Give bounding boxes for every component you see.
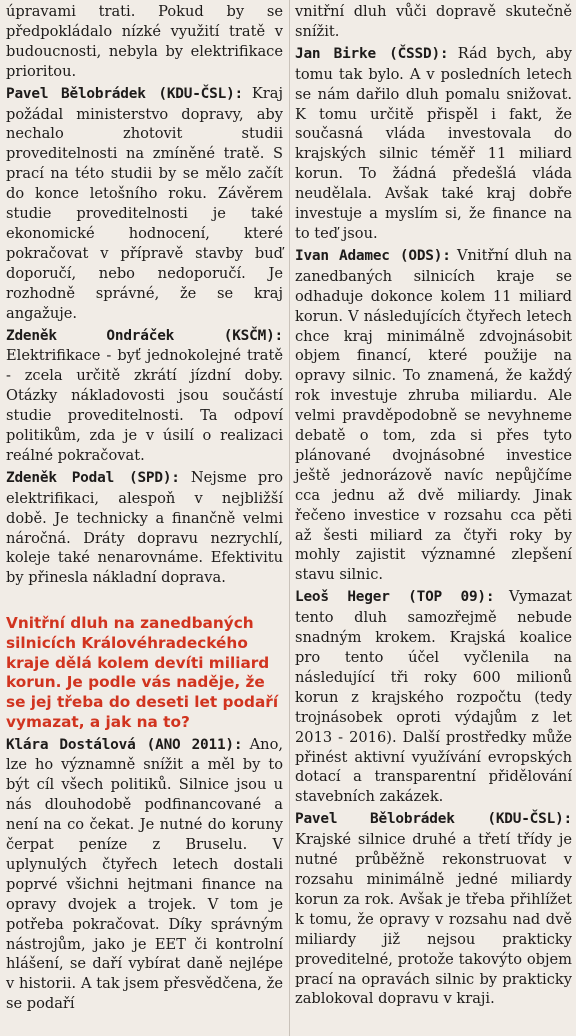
paragraph-continuation: [6, 2, 283, 82]
paragraph-text: Vymazat tento dluh samozřejmě nebude snadným krokem. Krajská koalice pro tento účel vyčlenila na následující tři roky 600 milionů korun z krajského rozpočtu (tedy trojnásobek oproti výdajům z let 2013 - 2016). Další prostředky může přinést aktivní využívání evropských dotací a transparentní přidělování stavebních zakázek.: [295, 588, 573, 806]
paragraph-answer: [6, 326, 283, 466]
paragraph-answer: [6, 735, 283, 1015]
speaker-name: Klára Dostálová (ANO 2011):: [6, 736, 243, 753]
paragraph-answer: [295, 44, 572, 244]
paragraph-text: vnitřní dluh vůči dopravě skutečně snížit.: [295, 3, 572, 40]
left-column: [6, 2, 283, 1036]
column-divider: [289, 0, 290, 1036]
paragraph-text: Elektrifikace - byť jednokolejné tratě - zcela určitě zkrátí jízdní doby. Otázky nákladovosti jsou součástí studie proveditelnosti. Ta odpoví politikům, zda je v úsilí o realizaci reálné pokračovat.: [6, 347, 283, 464]
speaker-name: Pavel Bělobrádek (KDU-ČSL):: [6, 85, 244, 102]
speaker-name: Ivan Adamec (ODS):: [295, 247, 451, 264]
speaker-name: Zdeněk Ondráček (KSČM):: [6, 327, 283, 344]
speaker-name: Zdeněk Podal (SPD):: [6, 469, 180, 486]
paragraph-continuation: [295, 2, 572, 42]
speaker-name: Leoš Heger (TOP 09):: [295, 589, 495, 606]
paragraph-answer: [295, 587, 572, 807]
paragraph-text: Kraj požádal ministerstvo dopravy, aby nechalo zhotovit studii proveditelnosti na zmíněné tratě. S prací na této studii by se mělo začít do konce letošního roku. Závěrem studie proveditelnosti je také ekonomické hodnocení, které pokračovat v přípravě stavby buď doporučí, nebo nedoporučí. Je rozhodně správné, že se kraj angažuje.: [6, 84, 284, 322]
paragraph-text: úpravami trati. Pokud by se předpokládalo nízké využití tratě v budoucnosti, nebyla by elektrifikace prioritou.: [6, 3, 283, 80]
paragraph-text: Krajské silnice druhé a třetí třídy je nutné průběžně rekonstruovat v rozsahu minimálně jedné miliardy korun za rok. Avšak je třeba přihlížet k tomu, že opravy v rozsahu nad dvě miliardy již nejsou prakticky proveditelné, protože takovýto objem prací na opravách silnic by prakticky zablokoval dopravu v kraji.: [295, 831, 572, 1008]
paragraph-answer: [6, 84, 283, 324]
paragraph-answer: [295, 246, 572, 585]
question-heading: Vnitřní dluh na zanedbaných silnicích Královéhradeckého kraje dělá kolem devíti miliard korun. Je podle vás naděje, že se jej třeba do deseti let podaří vymazat, a jak na to?: [6, 614, 279, 731]
paragraph-answer: [295, 809, 572, 1009]
paragraph-answer: [6, 468, 283, 588]
paragraph-text: Nejsme pro elektrifikaci, alespoň v nejbližší době. Je technicky a finančně velmi náročná. Dráty dopravu nezrychlí, koleje také nenarovnáme. Efektivitu by přinesla nákladní doprava.: [6, 468, 284, 587]
speaker-name: Jan Birke (ČSSD):: [295, 45, 449, 62]
right-column: [295, 2, 572, 1036]
paragraph-text: Ano, lze ho významně snížit a měl by to být cíl všech politiků. Silnice jsou u nás dlouhodobě podfinancované a není na co čekat. Je nutné do koruny čerpat peníze z Bruselu. V uplynulých čtyřech letech dostali poprvé všichni hejtmani finance na opravy dvojek a trojek. V tom je potřeba pokračovat. Díky správným nástrojům, jako je EET či kontrolní hlášení, se daří vybírat daně nejlépe v historii. A tak jsem přesvědčena, že se podaří: [6, 735, 284, 1013]
paragraph-text: Rád bych, aby tomu tak bylo. A v posledních letech se nám dařilo dluh pomalu snižovat. K tomu určitě přispěl i fakt, že současná vláda investovala do krajských silnic téměř 11 miliard korun. To žádná předešlá vláda neudělala. Avšak také kraj dobře investuje a myslím si, že finance na to teď jsou.: [295, 44, 573, 242]
speaker-name: Pavel Bělobrádek (KDU-ČSL):: [295, 811, 572, 828]
paragraph-text: Vnitřní dluh na zanedbaných silnicích kraje se odhaduje dokonce kolem 11 miliard korun. V následujících čtyřech letech chce kraj minimálně zdvojnásobit objem financí, které použije na opravy silnic. To znamená, že každý rok investuje zhruba miliardu. Ale velmi pravděpodobně se nevyhneme debatě o tom, zda si přes tyto plánované dvojnásobné investice ještě jednorázově navíc nepůjčíme cca jednu až dvě miliardy. Jinak řečeno investice v rozsahu cca pěti až šesti miliard za čtyři roky by mohly zajistit významné zlepšení stavu silnic.: [295, 246, 573, 584]
